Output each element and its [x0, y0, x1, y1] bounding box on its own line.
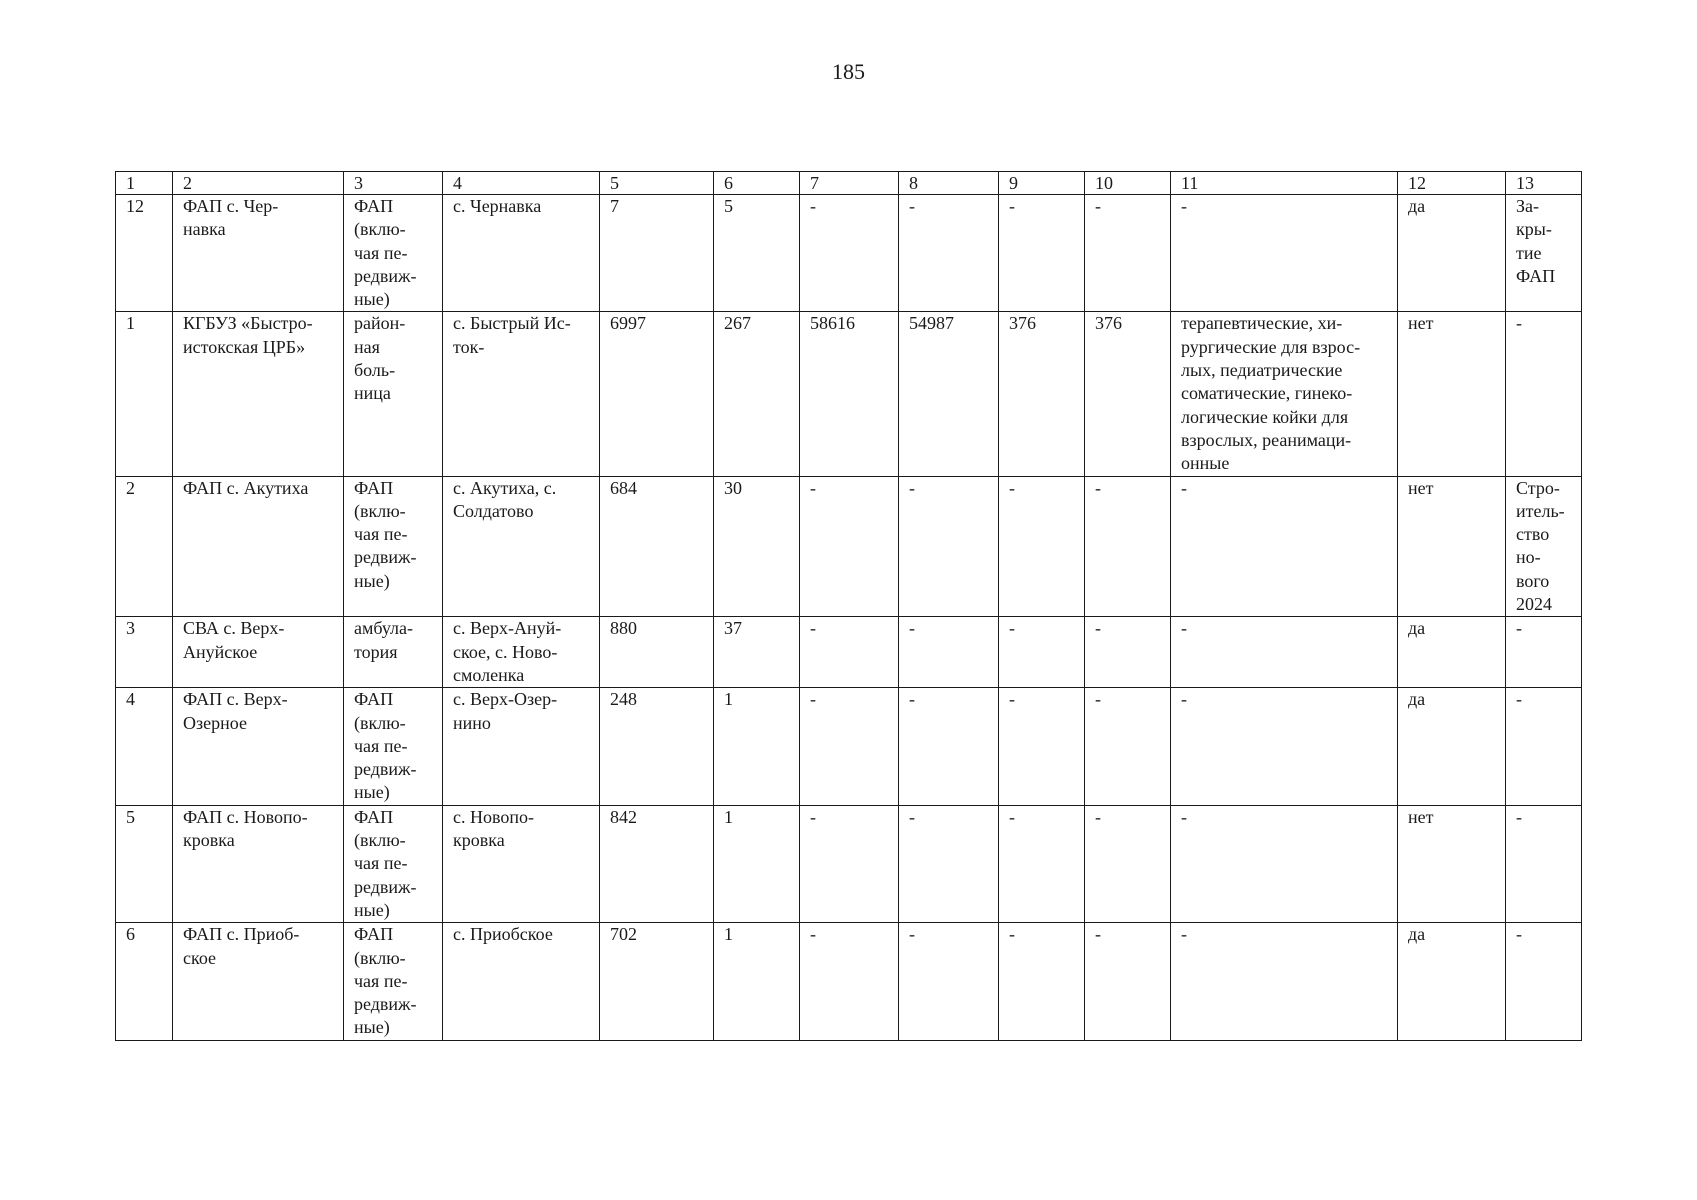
col10-cell: -	[1085, 688, 1171, 805]
table-row	[116, 195, 1582, 312]
col8-cell: -	[899, 805, 999, 922]
row-number-cell: 4	[116, 688, 173, 805]
col7-cell: -	[800, 617, 899, 688]
col7-cell: -	[800, 923, 899, 1040]
bed-profiles-cell: -	[1171, 476, 1398, 617]
row-number-cell: 2	[116, 476, 173, 617]
facility-name-cell: СВА с. Верх- Ануйское	[173, 617, 344, 688]
facility-type-cell: ФАП (вклю- чая пе- редвиж- ные)	[344, 195, 443, 312]
note-cell: За- кры- тие ФАП	[1506, 195, 1582, 312]
table-row	[116, 617, 1582, 688]
note-cell: -	[1506, 923, 1582, 1040]
column-number: 10	[1085, 172, 1171, 195]
col7-cell: 58616	[800, 312, 899, 476]
facility-name-cell: ФАП с. Верх- Озерное	[173, 688, 344, 805]
flag-cell: нет	[1398, 312, 1506, 476]
column-number: 8	[899, 172, 999, 195]
note-cell: -	[1506, 617, 1582, 688]
facility-type-cell: амбула- тория	[344, 617, 443, 688]
col8-cell: -	[899, 923, 999, 1040]
col7-cell: -	[800, 195, 899, 312]
settlements-cell: с. Верх-Ануй- ское, с. Ново- смоленка	[443, 617, 600, 688]
table-row	[116, 923, 1582, 1040]
table-row	[116, 312, 1582, 476]
population-cell: 842	[600, 805, 714, 922]
facility-type-cell: ФАП (вклю- чая пе- редвиж- ные)	[344, 923, 443, 1040]
col10-cell: -	[1085, 195, 1171, 312]
facilities-table	[115, 171, 1582, 1041]
col8-cell: 54987	[899, 312, 999, 476]
row-number-cell: 3	[116, 617, 173, 688]
population-cell: 7	[600, 195, 714, 312]
col10-cell: -	[1085, 805, 1171, 922]
note-cell: -	[1506, 805, 1582, 922]
bed-profiles-cell: -	[1171, 195, 1398, 312]
column-number: 1	[116, 172, 173, 195]
settlements-cell: с. Новопо- кровка	[443, 805, 600, 922]
col9-cell: -	[999, 805, 1085, 922]
col10-cell: -	[1085, 923, 1171, 1040]
column-number: 7	[800, 172, 899, 195]
bed-profiles-cell: терапевтические, хи- рургические для взрос- лых, педиатрические соматические, гинеко- логические койки для взрослых, реанимаци- онные	[1171, 312, 1398, 476]
column-number: 6	[714, 172, 800, 195]
settlements-cell: с. Акутиха, с. Солдатово	[443, 476, 600, 617]
row-number-cell: 5	[116, 805, 173, 922]
col7-cell: -	[800, 476, 899, 617]
col7-cell: -	[800, 688, 899, 805]
flag-cell: да	[1398, 688, 1506, 805]
flag-cell: нет	[1398, 805, 1506, 922]
col8-cell: -	[899, 688, 999, 805]
facility-type-cell: ФАП (вклю- чая пе- редвиж- ные)	[344, 805, 443, 922]
column-number: 2	[173, 172, 344, 195]
children-cell: 37	[714, 617, 800, 688]
facility-type-cell: ФАП (вклю- чая пе- редвиж- ные)	[344, 476, 443, 617]
population-cell: 880	[600, 617, 714, 688]
children-cell: 1	[714, 805, 800, 922]
col8-cell: -	[899, 195, 999, 312]
column-number-row	[116, 172, 1582, 195]
population-cell: 6997	[600, 312, 714, 476]
population-cell: 702	[600, 923, 714, 1040]
column-number: 3	[344, 172, 443, 195]
settlements-cell: с. Быстрый Ис- ток-	[443, 312, 600, 476]
col10-cell: 376	[1085, 312, 1171, 476]
col10-cell: -	[1085, 617, 1171, 688]
col9-cell: -	[999, 476, 1085, 617]
note-cell: -	[1506, 312, 1582, 476]
col10-cell: -	[1085, 476, 1171, 617]
col8-cell: -	[899, 476, 999, 617]
flag-cell: да	[1398, 617, 1506, 688]
settlements-cell: с. Чернавка	[443, 195, 600, 312]
settlements-cell: с. Верх-Озер- нино	[443, 688, 600, 805]
children-cell: 1	[714, 688, 800, 805]
bed-profiles-cell: -	[1171, 805, 1398, 922]
facility-type-cell: ФАП (вклю- чая пе- редвиж- ные)	[344, 688, 443, 805]
row-number-cell: 1	[116, 312, 173, 476]
column-number: 5	[600, 172, 714, 195]
row-number-cell: 12	[116, 195, 173, 312]
note-cell: -	[1506, 688, 1582, 805]
children-cell: 30	[714, 476, 800, 617]
note-cell: Стро- итель- ство но- вого 2024	[1506, 476, 1582, 617]
table-row	[116, 476, 1582, 617]
children-cell: 1	[714, 923, 800, 1040]
column-number: 11	[1171, 172, 1398, 195]
column-number: 9	[999, 172, 1085, 195]
col9-cell: -	[999, 923, 1085, 1040]
population-cell: 684	[600, 476, 714, 617]
facility-name-cell: ФАП с. Чер- навка	[173, 195, 344, 312]
col7-cell: -	[800, 805, 899, 922]
col8-cell: -	[899, 617, 999, 688]
facility-name-cell: ФАП с. Приоб- ское	[173, 923, 344, 1040]
row-number-cell: 6	[116, 923, 173, 1040]
col9-cell: 376	[999, 312, 1085, 476]
col9-cell: -	[999, 617, 1085, 688]
column-number: 4	[443, 172, 600, 195]
facility-name-cell: ФАП с. Акутиха	[173, 476, 344, 617]
facility-type-cell: район- ная боль- ница	[344, 312, 443, 476]
children-cell: 267	[714, 312, 800, 476]
column-number: 13	[1506, 172, 1582, 195]
bed-profiles-cell: -	[1171, 617, 1398, 688]
table-row	[116, 805, 1582, 922]
bed-profiles-cell: -	[1171, 688, 1398, 805]
flag-cell: да	[1398, 195, 1506, 312]
children-cell: 5	[714, 195, 800, 312]
facility-name-cell: ФАП с. Новопо- кровка	[173, 805, 344, 922]
table-row	[116, 688, 1582, 805]
settlements-cell: с. Приобское	[443, 923, 600, 1040]
facility-name-cell: КГБУЗ «Быстро- истокская ЦРБ»	[173, 312, 344, 476]
col9-cell: -	[999, 688, 1085, 805]
population-cell: 248	[600, 688, 714, 805]
page-number: 185	[832, 59, 865, 84]
col9-cell: -	[999, 195, 1085, 312]
flag-cell: нет	[1398, 476, 1506, 617]
bed-profiles-cell: -	[1171, 923, 1398, 1040]
column-number: 12	[1398, 172, 1506, 195]
flag-cell: да	[1398, 923, 1506, 1040]
